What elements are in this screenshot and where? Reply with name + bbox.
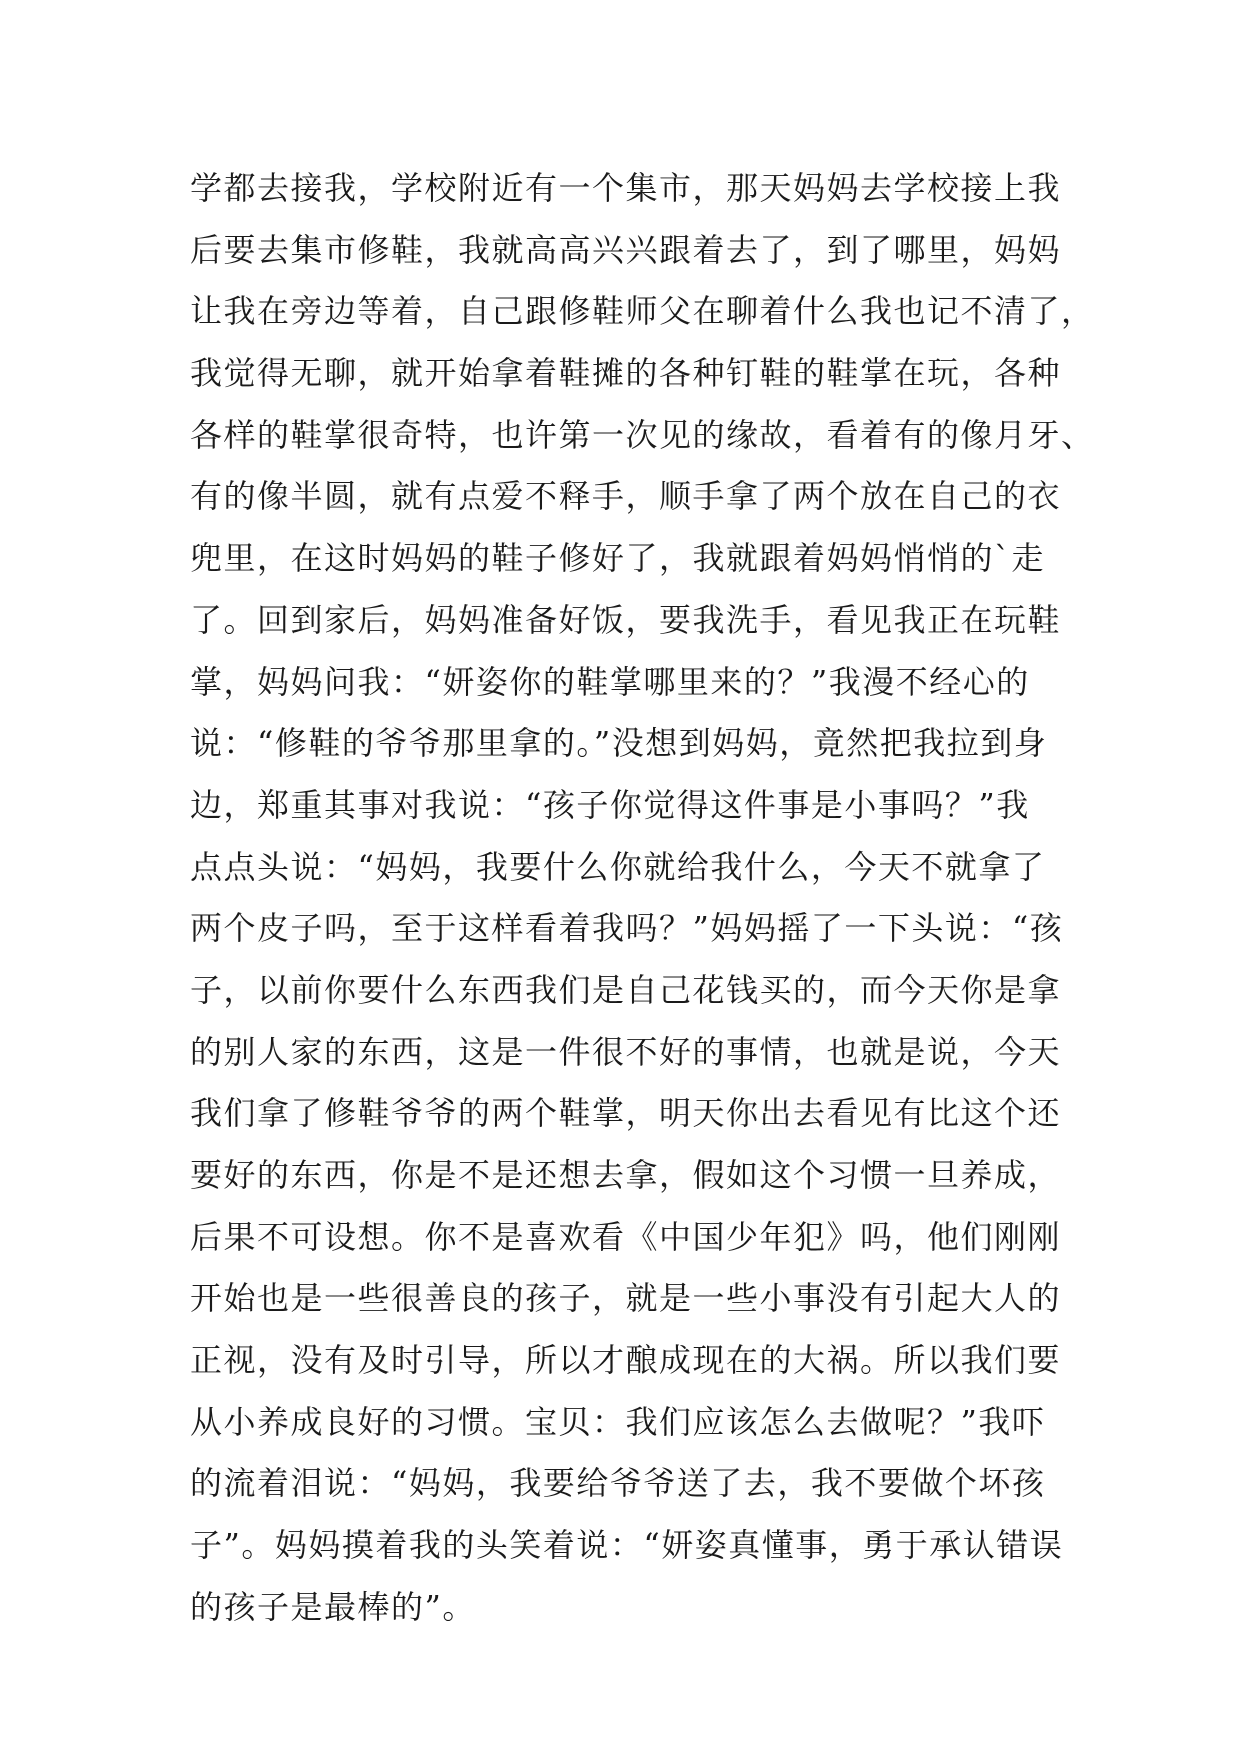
text-line-18: 后果不可设想。你不是喜欢看《中国少年犯》吗，他们刚刚	[190, 1217, 1062, 1256]
text-line-13: 两个皮子吗，至于这样看着我吗？”妈妈摇了一下头说：“孩	[190, 909, 1064, 948]
text-line-8: 了。回到家后，妈妈准备好饭，要我洗手，看见我正在玩鞋	[190, 600, 1062, 639]
text-line-6: 有的像半圆，就有点爱不释手，顺手拿了两个放在自己的衣	[190, 477, 1062, 516]
text-line-19: 开始也是一些很善良的孩子，就是一些小事没有引起大人的	[190, 1279, 1062, 1318]
text-line-16: 我们拿了修鞋爷爷的两个鞋掌，明天你出去看见有比这个还	[190, 1094, 1062, 1133]
text-line-2: 后要去集市修鞋，我就高高兴兴跟着去了，到了哪里，妈妈	[190, 230, 1062, 269]
text-line-14: 子，以前你要什么东西我们是自己花钱买的，而今天你是拿	[190, 970, 1062, 1009]
text-line-10: 说：“修鞋的爷爷那里拿的。”没想到妈妈，竟然把我拉到身	[190, 724, 1048, 763]
body-text	[190, 158, 1095, 1639]
text-line-22: 的流着泪说：“妈妈，我要给爷爷送了去，我不要做个坏孩	[190, 1464, 1046, 1503]
text-line-4: 我觉得无聊，就开始拿着鞋摊的各种钉鞋的鞋掌在玩，各种	[190, 354, 1062, 393]
text-line-5: 各样的鞋掌很奇特，也许第一次见的缘故，看着有的像月牙、	[190, 415, 1095, 454]
text-line-15: 的别人家的东西，这是一件很不好的事情，也就是说，今天	[190, 1032, 1062, 1071]
text-line-21: 从小养成良好的习惯。宝贝：我们应该怎么去做呢？”我吓	[190, 1402, 1046, 1441]
text-line-17: 要好的东西，你是不是还想去拿，假如这个习惯一旦养成，	[190, 1156, 1062, 1194]
text-line-23: 子”。妈妈摸着我的头笑着说：“妍姿真懂事，勇于承认错误	[190, 1526, 1064, 1565]
text-line-12: 点点头说：“妈妈，我要什么你就给我什么，今天不就拿了	[190, 847, 1046, 886]
text-line-20: 正视，没有及时引导，所以才酿成现在的大祸。所以我们要	[190, 1341, 1062, 1380]
text-line-9: 掌，妈妈问我：“妍姿你的鞋掌哪里来的？”我漫不经心的	[190, 662, 1030, 701]
text-line-24: 的孩子是最棒的”。	[190, 1587, 476, 1626]
text-line-1: 学都去接我，学校附近有一个集市，那天妈妈去学校接上我	[190, 169, 1062, 207]
text-line-7: 兜里，在这时妈妈的鞋子修好了，我就跟着妈妈悄悄的`走	[190, 539, 1046, 578]
text-line-11: 边，郑重其事对我说：“孩子你觉得这件事是小事吗？”我	[190, 785, 1030, 824]
text-line-3: 让我在旁边等着，自己跟修鞋师父在聊着什么我也记不清了，	[190, 292, 1095, 331]
